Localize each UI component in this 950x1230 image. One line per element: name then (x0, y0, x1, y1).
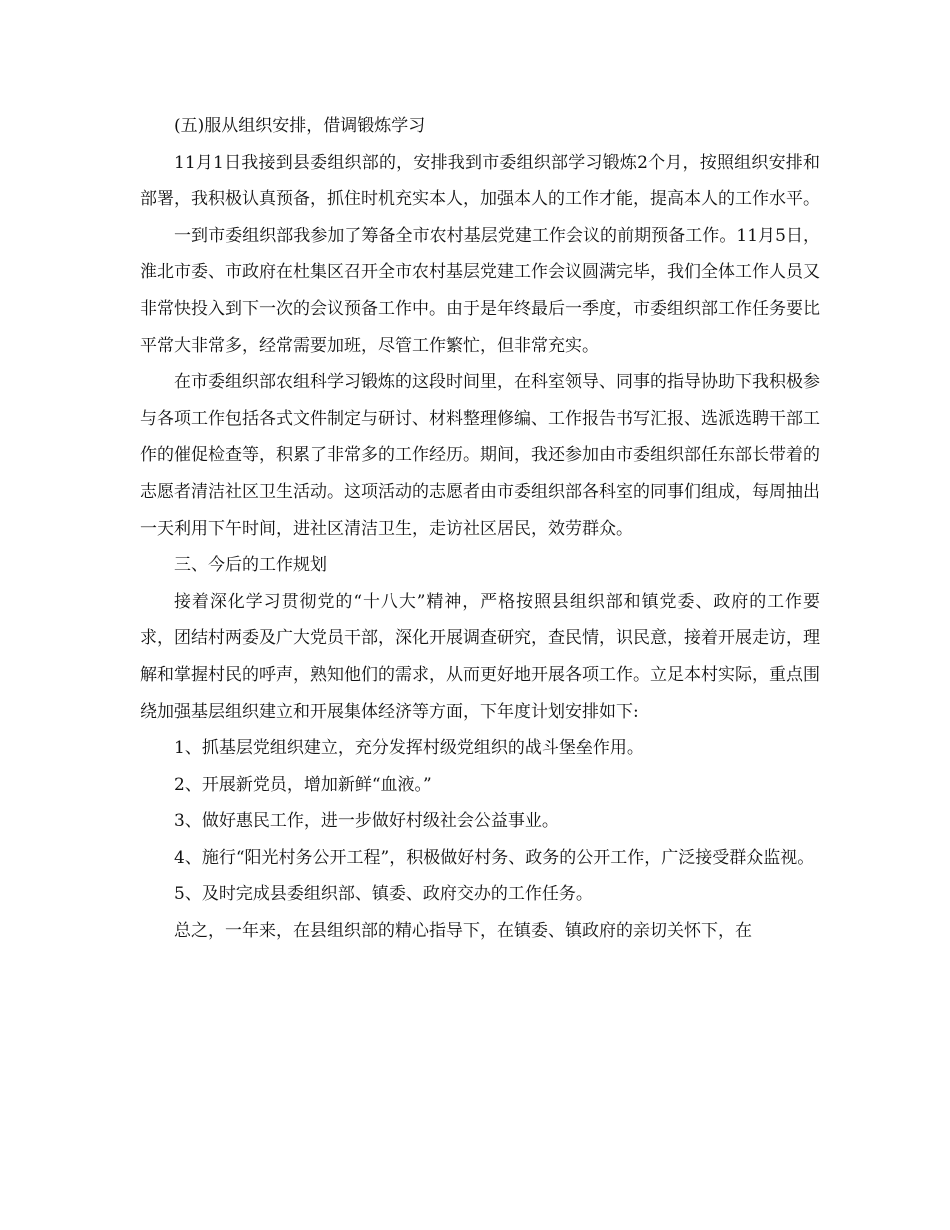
plan-item-4: 4、施行“阳光村务公开工程”，积极做好村务、政务的公开工作，广泛接受群众监视。 (174, 847, 815, 868)
paragraph-training-assignment: 11月1日我接到县委组织部的，安排我到市委组织部学习锻炼2个月，按照组织安排和部署，我积极认真预备，抓住时机充实本人，加强本人的工作才能，提高本人的工作水平。 (140, 152, 820, 210)
paragraph-plan-intro: 接着深化学习贯彻党的“十八大”精神，严格按照县组织部和镇党委、政府的工作要求，团结村两委及广大党员干部，深化开展调查研究，查民情，识民意，接着开展走访，理解和掌握村民的呼声，熟知他们的需求，从而更好地开展各项工作。立足本村实际，重点围绕加强基层组织建立和开展集体经济等方面，下年度计划安排如下: (140, 591, 820, 722)
paragraph-conference-preparation: 一到市委组织部我参加了筹备全市农村基层党建工作会议的前期预备工作。11月5日，淮北市委、市政府在杜集区召开全市农村基层党建工作会议圆满完毕，我们全体工作人员又非常快投入到下一次的会议预备工作中。由于是年终最后一季度，市委组织部工作任务要比平常大非常多，经常需要加班，尽管工作繁忙，但非常充实。 (140, 225, 820, 356)
section-heading-borrowed-training: (五)服从组织安排，借调锻炼学习 (174, 116, 426, 136)
plan-item-3: 3、做好惠民工作，进一步做好村级社会公益事业。 (174, 811, 559, 832)
plan-item-1: 1、抓基层党组织建立，充分发挥村级党组织的战斗堡垒作用。 (174, 738, 644, 759)
section-heading-future-plan: 三、今后的工作规划 (174, 555, 327, 576)
document-body (140, 108, 820, 950)
plan-item-5: 5、及时完成县委组织部、镇委、政府交办的工作任务。 (174, 884, 593, 905)
paragraph-conclusion: 总之，一年来，在县组织部的精心指导下，在镇委、镇政府的亲切关怀下，在 (174, 921, 752, 942)
plan-item-2: 2、开展新党员，增加新鲜“血液。” (174, 774, 432, 795)
paragraph-work-experience: 在市委组织部农组科学习锻炼的这段时间里，在科室领导、同事的指导协助下我积极参与各项工作包括各式文件制定与研讨、材料整理修编、工作报告书写汇报、选派选聘干部工作的催促检查等，积累了非常多的工作经历。期间，我还参加由市委组织部任东部长带着的志愿者清洁社区卫生活动。这项活动的志愿者由市委组织部各科室的同事们组成，每周抽出一天利用下午时间，进社区清洁卫生，走访社区居民，效劳群众。 (140, 372, 820, 539)
